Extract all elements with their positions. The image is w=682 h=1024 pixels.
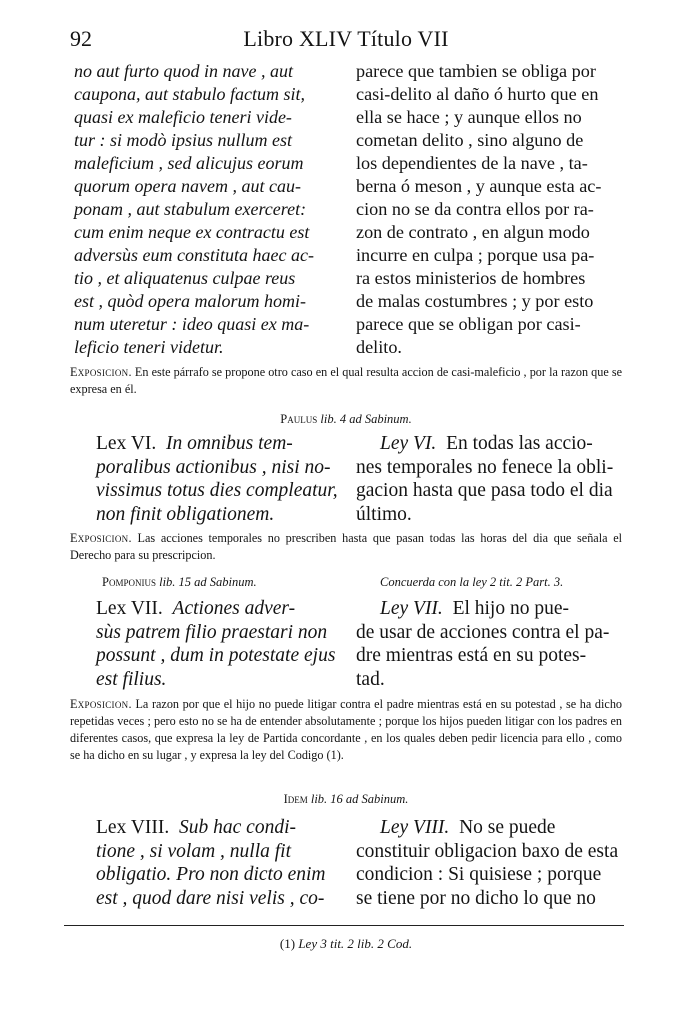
footnote-rule [64,925,624,926]
latin-column-continued [74,60,344,359]
exposicion-text: La razon por que el hijo no puede litigar contra el padre mientras está en su potestad , se ha dicho repetidas veces ; pero esto no se ha de entender absolutamente ; porque los hijos pueden litigar con los padres en diferentes casos, que expresa la ley de Partida concordante , en los quales deben pedir licencia para ello , como se ha dicho en su lugar , y expresa la ley del Codigo (1). [70,697,623,762]
text-line: possunt , dum in potestate ejus [96,645,336,666]
exposicion-1 [70,364,622,398]
source-pomponius [102,575,257,590]
text-line: maleficium , sed alicujus eorum [74,153,304,173]
source-author: Idem [283,792,308,806]
lex-vi-latin: Lex VI. In omnibus tem- poralibus actionibus , nisi no- vissimus totus dies compleatur, non finit obligationem. [96,432,346,526]
text-line: ra estos ministerios de hombres [356,268,586,288]
lex-viii-latin: Lex VIII. Sub hac condi- tione , si volam , nulla fit obligatio. Pro non dicto enim est , quod dare nisi velis , co- [96,816,346,910]
text-line: dre mientras está en su potes- [356,645,587,666]
lex-vii-latin-head: Lex VII. [96,598,163,619]
text-line: leficio teneri videtur. [74,337,224,357]
source-ref: lib. 16 ad Sabinum. [310,792,409,806]
text-line: parece que tambien se obliga por [356,61,596,81]
spanish-column-continued [356,60,620,359]
exposicion-label: Exposicion. [70,365,132,379]
text-line: cum enim neque ex contractu est [74,222,310,242]
page-number: 92 [70,26,92,51]
text-line: est , quod dare nisi velis , co- [96,887,325,909]
text-line: quasi ex maleficio teneri vide- [74,107,292,127]
text-line: sùs patrem filio praestari non [96,621,328,643]
lex-viii-latin-head: Lex VIII. [96,817,170,838]
text-line: parece que se obligan por casi- [356,314,581,334]
footnote [70,936,622,952]
lex-vii-latin: Lex VII. Actiones adver- sùs patrem filio praestari non possunt , dum in potestate ejus est filius. [96,597,346,691]
source-author: Paulus [280,412,318,426]
exposicion-label: Exposicion. [70,697,132,711]
text-line: los dependientes de la nave , ta- [356,153,588,173]
lex-viii-spanish-head: Ley VIII. [380,817,450,838]
source-author: Pomponius [102,575,156,589]
source-ref: lib. 4 ad Sabinum. [320,412,412,426]
exposicion-3 [70,696,622,764]
text-line: condicion : Si quisiese ; porque [356,864,602,885]
text-line: est , quòd opera malorum homi- [74,291,306,311]
text-line: vissimus totus dies compleatur, [96,480,338,501]
source-concuerda: Concuerda con la ley 2 tit. 2 Part. 3. [380,575,564,589]
text-line: constituir obligacion baxo de esta [356,840,619,862]
text-line: zon de contrato , en algun modo [356,222,590,242]
exposicion-text: En este párrafo se propone otro caso en el qual resulta accion de casi-maleficio , por la razon que se expresa en él. [70,365,622,396]
lex-vi-latin-head: Lex VI. [96,433,157,454]
text-line: caupona, aut stabulo factum sit, [74,84,305,104]
source-paulus [70,412,622,427]
lex-vii-spanish-head: Ley VII. [380,598,443,619]
text-line: obligatio. Pro non dicto enim [96,864,326,885]
exposicion-2 [70,530,622,564]
text-line: casi-delito al daño ó hurto que en [356,84,599,104]
text-line: ponam , aut stabulum exerceret: [74,199,307,219]
page-header [70,26,622,56]
text-line: cometan delito , sino alguno de [356,130,584,150]
text-line: no aut furto quod in nave , aut [74,61,293,81]
text-line: de malas costumbres ; y por esto [356,291,594,311]
text-line: tione , si volam , nulla fit [96,840,291,862]
lex-viii-spanish: Ley VIII. No se puede constituir obligacion baxo de esta condicion : Si quisiese ; porque se tiene por no dicho lo que no [356,816,622,910]
text-line: delito. [356,337,402,357]
text-line: berna ó meson , y aunque esta ac- [356,176,602,196]
text-line: cion no se da contra ellos por ra- [356,199,594,219]
text-line: se tiene por no dicho lo que no [356,887,596,909]
text-line: ella se hace ; y aunque ellos no [356,107,582,127]
running-head: Libro XLIV Título VII [243,26,449,51]
text-line: incurre en culpa ; porque usa pa- [356,245,595,265]
exposicion-text: Las acciones temporales no prescriben hasta que pasan todas las horas del dia que señala el Derecho para su prescripcion. [70,531,623,562]
text-line: nes temporales no fenece la obli- [356,456,614,478]
text-line: gacion hasta que pasa todo el dia [356,480,613,501]
text-line: tio , et aliquatenus culpae reus [74,268,296,288]
lex-vii-spanish: Ley VII. El hijo no pue- de usar de acciones contra el pa- dre mientras está en su potes- tad. [356,597,622,691]
text-line: quorum opera navem , aut cau- [74,176,301,196]
text-line: tad. [356,668,385,690]
text-line: tur : si modò ipsius nullum est [74,130,293,150]
text-line: est filius. [96,668,167,690]
text-line: poralibus actionibus , nisi no- [96,456,331,478]
footnote-marker: (1) [279,936,296,951]
text-line: non finit obligationem. [96,503,275,525]
text-line: último. [356,503,412,525]
text-line: num uteretur : ideo quasi ex ma- [74,314,310,334]
text-line: de usar de acciones contra el pa- [356,621,610,643]
exposicion-label: Exposicion. [70,531,132,545]
source-ref: lib. 15 ad Sabinum. [159,575,257,589]
lex-vi-spanish: Ley VI. En todas las accio- nes temporales no fenece la obli- gacion hasta que pasa todo el dia último. [356,432,622,526]
text-line: adversùs eum constituta haec ac- [74,245,314,265]
lex-vi-spanish-head: Ley VI. [380,433,437,454]
source-idem [70,792,622,807]
footnote-text: Ley 3 tit. 2 lib. 2 Cod. [298,936,413,951]
